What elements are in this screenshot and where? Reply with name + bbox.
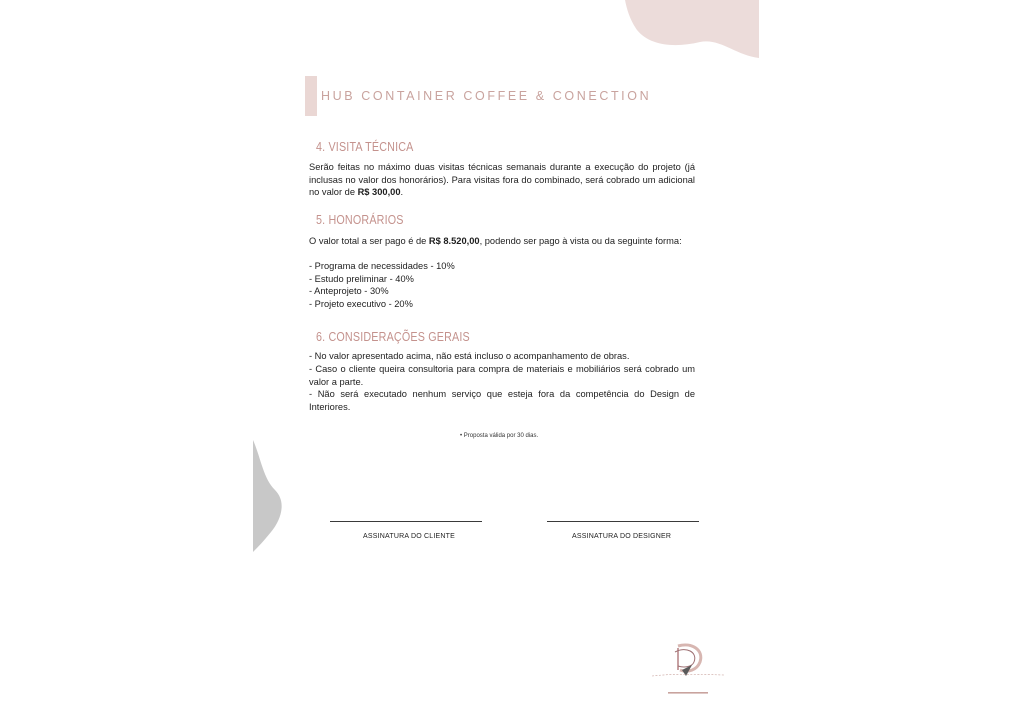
- section4-text-start: Serão feitas no máximo duas visitas técnicas semanais durante a execução do projeto (já inclusas no valor dos honorários). Para visitas fora do combinado, será cobrado um adicional no valor de: [309, 162, 695, 198]
- document-title: HUB CONTAINER COFFEE & CONECTION: [321, 89, 652, 103]
- section-text-honorarios: [309, 235, 695, 248]
- list-item: - Programa de necessidades - 10%: [309, 261, 455, 271]
- list-item: - Estudo preliminar - 40%: [309, 273, 414, 284]
- section-title-consideracoes: 6. CONSIDERAÇÕES GERAIS: [316, 330, 470, 344]
- section-text-visita-tecnica: [309, 161, 695, 199]
- list-item: - Projeto executivo - 20%: [309, 298, 413, 309]
- document-page: [253, 0, 759, 725]
- section4-text-end: .: [400, 187, 404, 198]
- validity-note: • Proposta válida por 30 dias.: [460, 433, 539, 439]
- header-accent-bar: [305, 76, 317, 116]
- section-title-honorarios: 5. HONORÁRIOS: [316, 213, 404, 227]
- consideration-item: - No valor apresentado acima, não está incluso o acompanhamento de obras.: [309, 351, 630, 361]
- consideration-item: - Caso o cliente queira consultoria para compra de materiais e mobiliários será cobrado um valor a parte.: [309, 364, 695, 387]
- list-item: - Anteprojeto - 30%: [309, 286, 389, 297]
- section-title-visita-tecnica: 4. VISITA TÉCNICA: [316, 140, 414, 154]
- section4-amount: R$ 300,00: [357, 187, 401, 198]
- client-signature-line: [330, 521, 482, 522]
- designer-signature-label: ASSINATURA DO DESIGNER: [572, 533, 672, 540]
- client-signature-label: ASSINATURA DO CLIENTE: [363, 533, 455, 540]
- decorative-gray-blob: [253, 440, 283, 552]
- consideration-item: - Não será executado nenhum serviço que esteja fora da competência do Design de Interiores.: [309, 389, 695, 412]
- section5-text-end: , podendo ser pago à vista ou da seguinte forma:: [479, 236, 682, 246]
- section5-text-start: O valor total a ser pago é de: [309, 236, 429, 246]
- payment-list: [309, 260, 695, 310]
- designer-monogram-logo-icon: [648, 640, 728, 704]
- decorative-pink-blob: [625, 0, 759, 60]
- section5-amount: R$ 8.520,00: [428, 236, 480, 246]
- designer-signature-line: [547, 521, 699, 522]
